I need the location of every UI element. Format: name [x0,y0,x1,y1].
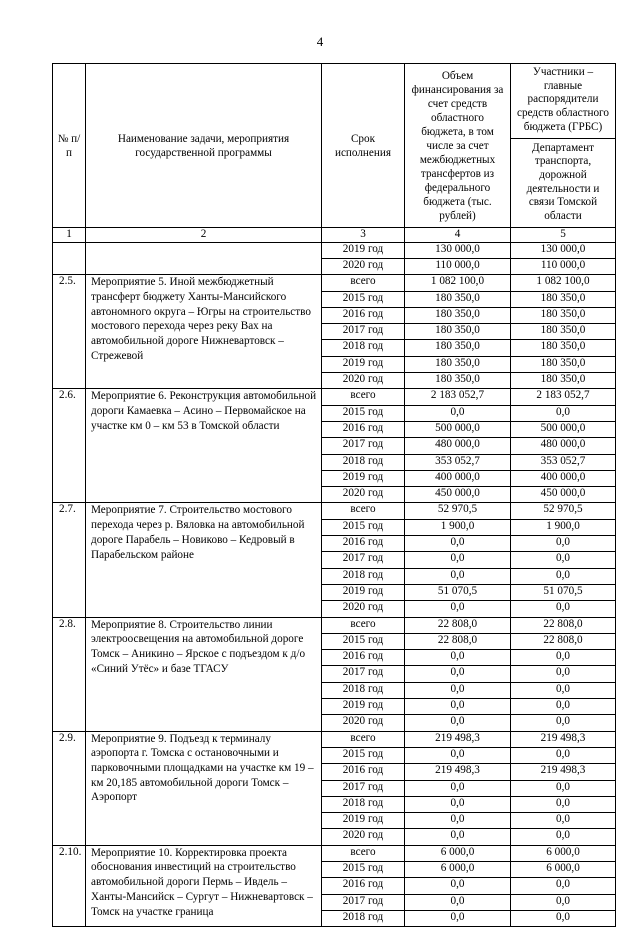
item-number [53,242,86,275]
grbs-cell: 0,0 [511,405,616,421]
volume-cell: 52 970,5 [405,503,511,519]
grbs-cell: 180 350,0 [511,307,616,323]
term-cell: 2019 год [322,584,405,600]
grbs-cell: 0,0 [511,780,616,796]
grbs-cell: 0,0 [511,894,616,910]
term-cell: всего [322,731,405,747]
grbs-cell: 0,0 [511,536,616,552]
volume-cell: 6 000,0 [405,861,511,877]
grbs-cell: 450 000,0 [511,487,616,503]
financing-table [52,63,616,927]
term-cell: 2016 год [322,421,405,437]
header-col-department: Департамент транспорта, дорожной деятельности и связи Томской области [526,141,600,223]
volume-cell: 180 350,0 [405,324,511,340]
grbs-cell: 0,0 [511,878,616,894]
item-number: 2.10. [53,845,86,926]
column-number: 3 [322,228,405,243]
header-row [53,64,616,228]
page-number: 4 [316,34,324,49]
term-cell: 2019 год [322,699,405,715]
volume-cell: 0,0 [405,650,511,666]
grbs-cell: 180 350,0 [511,373,616,389]
grbs-cell: 0,0 [511,910,616,926]
grbs-cell: 180 350,0 [511,356,616,372]
term-cell: всего [322,275,405,291]
term-cell: 2016 год [322,650,405,666]
header-col-term: Срок исполнения [322,64,405,228]
volume-cell: 1 900,0 [405,519,511,535]
term-cell: 2017 год [322,438,405,454]
term-cell: 2018 год [322,682,405,698]
volume-cell: 0,0 [405,601,511,617]
grbs-cell: 110 000,0 [511,259,616,275]
grbs-cell: 130 000,0 [511,242,616,258]
volume-cell: 0,0 [405,682,511,698]
volume-cell: 180 350,0 [405,291,511,307]
header-col-volume: Объем финансирования за счет средств областного бюджета, в том числе за счет межбюджетных трансфертов из федерального бюджета (тыс. рублей) [405,64,511,228]
term-cell: 2016 год [322,764,405,780]
grbs-cell: 0,0 [511,552,616,568]
grbs-cell: 52 970,5 [511,503,616,519]
volume-cell: 0,0 [405,666,511,682]
term-cell: 2016 год [322,307,405,323]
grbs-cell: 22 808,0 [511,633,616,649]
term-cell: 2020 год [322,487,405,503]
term-cell: 2020 год [322,373,405,389]
volume-cell: 0,0 [405,699,511,715]
item-number: 2.5. [53,275,86,389]
volume-cell: 130 000,0 [405,242,511,258]
term-cell: 2015 год [322,519,405,535]
item-number: 2.8. [53,617,86,731]
term-cell: всего [322,389,405,405]
volume-cell: 450 000,0 [405,487,511,503]
term-cell: 2017 год [322,324,405,340]
column-number: 2 [86,228,322,243]
volume-cell: 219 498,3 [405,764,511,780]
volume-cell: 22 808,0 [405,617,511,633]
column-numbers-row [53,228,616,243]
term-cell: 2019 год [322,356,405,372]
volume-cell: 180 350,0 [405,307,511,323]
volume-cell: 180 350,0 [405,340,511,356]
volume-cell: 0,0 [405,568,511,584]
table-row [53,275,616,291]
column-number: 5 [511,228,616,243]
volume-cell: 0,0 [405,878,511,894]
term-cell: 2017 год [322,552,405,568]
volume-cell: 0,0 [405,552,511,568]
term-cell: 2018 год [322,796,405,812]
term-cell: 2018 год [322,568,405,584]
grbs-cell: 500 000,0 [511,421,616,437]
grbs-cell: 1 082 100,0 [511,275,616,291]
volume-cell: 480 000,0 [405,438,511,454]
table-row [53,242,616,258]
volume-cell: 400 000,0 [405,470,511,486]
grbs-cell: 400 000,0 [511,470,616,486]
grbs-cell: 0,0 [511,813,616,829]
grbs-cell: 0,0 [511,682,616,698]
term-cell: 2015 год [322,633,405,649]
volume-cell: 0,0 [405,796,511,812]
item-description: Мероприятие 10. Корректировка проекта обоснования инвестиций на строительство автомобильной дороги Пермь – Ивдель – Ханты-Мансийск – Сургут – Нижневартовск – Томск на участке граница [86,845,322,926]
volume-cell: 0,0 [405,715,511,731]
grbs-cell: 0,0 [511,601,616,617]
table-row [53,389,616,405]
term-cell: 2019 год [322,242,405,258]
volume-cell: 0,0 [405,910,511,926]
term-cell: всего [322,503,405,519]
item-number: 2.7. [53,503,86,617]
grbs-cell: 480 000,0 [511,438,616,454]
grbs-cell: 353 052,7 [511,454,616,470]
grbs-cell: 0,0 [511,568,616,584]
volume-cell: 0,0 [405,894,511,910]
grbs-cell: 0,0 [511,650,616,666]
grbs-cell: 219 498,3 [511,764,616,780]
grbs-cell: 180 350,0 [511,291,616,307]
volume-cell: 51 070,5 [405,584,511,600]
term-cell: 2016 год [322,536,405,552]
volume-cell: 180 350,0 [405,373,511,389]
term-cell: 2015 год [322,291,405,307]
term-cell: 2015 год [322,861,405,877]
volume-cell: 22 808,0 [405,633,511,649]
header-col-name: Наименование задачи, мероприятия государственной программы [86,64,322,228]
grbs-cell: 2 183 052,7 [511,389,616,405]
grbs-cell: 22 808,0 [511,617,616,633]
grbs-cell: 1 900,0 [511,519,616,535]
item-description: Мероприятие 8. Строительство линии электроосвещения на автомобильной дороге Томск – Аникино – Ярское с подъездом к д/о «Синий Утёс» и базе ТГАСУ [86,617,322,731]
term-cell: 2015 год [322,405,405,421]
grbs-cell: 0,0 [511,666,616,682]
term-cell: 2017 год [322,666,405,682]
item-description: Мероприятие 7. Строительство мостового перехода через р. Вяловка на автомобильной дороге Парабель – Новиково – Кедровый в Парабельском районе [86,503,322,617]
term-cell: 2020 год [322,829,405,845]
term-cell: всего [322,845,405,861]
item-number: 2.9. [53,731,86,845]
grbs-cell: 0,0 [511,829,616,845]
volume-cell: 500 000,0 [405,421,511,437]
volume-cell: 0,0 [405,813,511,829]
volume-cell: 219 498,3 [405,731,511,747]
column-number: 4 [405,228,511,243]
term-cell: 2015 год [322,747,405,763]
grbs-cell: 51 070,5 [511,584,616,600]
grbs-cell: 180 350,0 [511,340,616,356]
term-cell: 2016 год [322,878,405,894]
term-cell: 2018 год [322,340,405,356]
term-cell: 2017 год [322,780,405,796]
grbs-cell: 0,0 [511,747,616,763]
term-cell: 2019 год [322,813,405,829]
table-row [53,845,616,861]
volume-cell: 0,0 [405,747,511,763]
header-col-participants [511,64,616,228]
term-cell: 2020 год [322,715,405,731]
item-number: 2.6. [53,389,86,503]
volume-cell: 2 183 052,7 [405,389,511,405]
grbs-cell: 219 498,3 [511,731,616,747]
term-cell: 2019 год [322,470,405,486]
term-cell: 2018 год [322,454,405,470]
grbs-cell: 6 000,0 [511,861,616,877]
volume-cell: 1 082 100,0 [405,275,511,291]
volume-cell: 0,0 [405,405,511,421]
term-cell: 2017 год [322,894,405,910]
volume-cell: 0,0 [405,829,511,845]
header-col-number: № п/п [53,64,86,228]
grbs-cell: 0,0 [511,699,616,715]
column-number: 1 [53,228,86,243]
item-description: Мероприятие 9. Подъезд к терминалу аэропорта г. Томска с остановочными и парковочными площадками на участке км 19 – км 20,185 автомобильной дороги Томск – Аэропорт [86,731,322,845]
volume-cell: 353 052,7 [405,454,511,470]
volume-cell: 180 350,0 [405,356,511,372]
term-cell: 2018 год [322,910,405,926]
table-row [53,731,616,747]
table-row [53,617,616,633]
volume-cell: 6 000,0 [405,845,511,861]
volume-cell: 0,0 [405,780,511,796]
volume-cell: 0,0 [405,536,511,552]
item-description: Мероприятие 6. Реконструкция автомобильной дороги Камаевка – Асино – Первомайское на участке км 0 – км 53 в Томской области [86,389,322,503]
term-cell: 2020 год [322,601,405,617]
item-description: Мероприятие 5. Иной межбюджетный трансферт бюджету Ханты-Мансийского автономного округа – Югры на строительство мостового перехода через реку Вах на автомобильной дороге Нижневартовск – Стрежевой [86,275,322,389]
grbs-cell: 6 000,0 [511,845,616,861]
term-cell: 2020 год [322,259,405,275]
grbs-cell: 180 350,0 [511,324,616,340]
header-col-grbs: Участники – главные распорядители средств областного бюджета (ГРБС) [511,64,615,139]
grbs-cell: 0,0 [511,715,616,731]
grbs-cell: 0,0 [511,796,616,812]
volume-cell: 110 000,0 [405,259,511,275]
term-cell: всего [322,617,405,633]
table-row [53,503,616,519]
item-description [86,242,322,275]
